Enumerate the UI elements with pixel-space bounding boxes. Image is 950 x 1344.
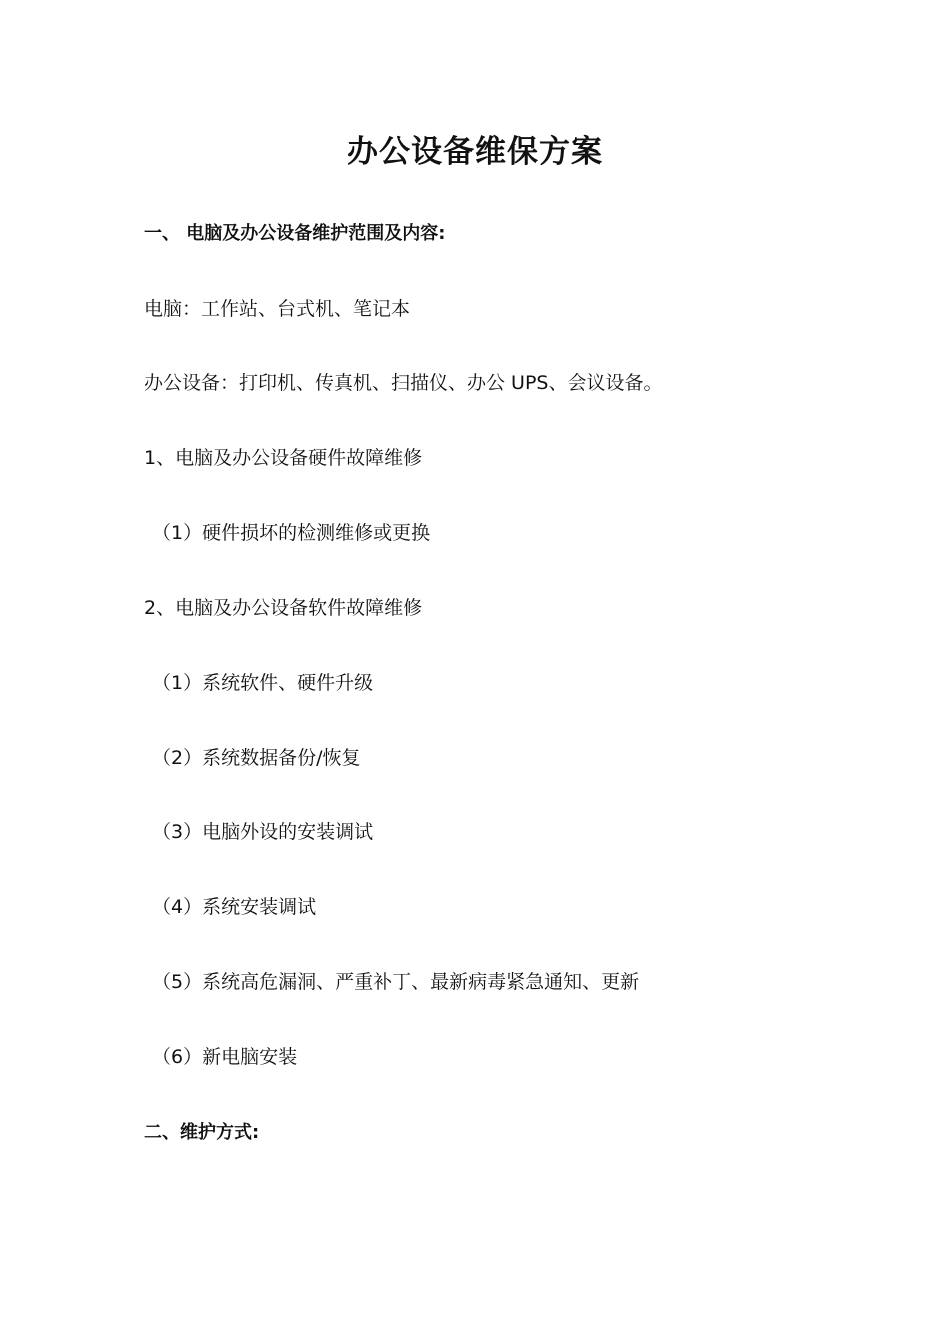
document-title: 办公设备维保方案 <box>347 134 603 170</box>
item-2-sub-6: （6）新电脑安装 <box>152 1046 298 1068</box>
item-2-software-repair: 2、电脑及办公设备软件故障维修 <box>144 597 423 619</box>
item-2-sub-1: （1）系统软件、硬件升级 <box>152 672 374 694</box>
section-1-heading: 一、 电脑及办公设备维护范围及内容: <box>144 223 446 244</box>
item-2-sub-4: （4）系统安装调试 <box>152 896 317 918</box>
computers-scope: 电脑：工作站、台式机、笔记本 <box>144 298 411 320</box>
item-2-sub-3: （3）电脑外设的安装调试 <box>152 821 374 843</box>
section-2-heading: 二、维护方式: <box>144 1122 260 1143</box>
item-2-sub-2: （2）系统数据备份/恢复 <box>152 747 361 769</box>
item-1-hardware-repair: 1、电脑及办公设备硬件故障维修 <box>144 447 423 469</box>
item-2-sub-5: （5）系统高危漏洞、严重补丁、最新病毒紧急通知、更新 <box>152 971 640 993</box>
item-1-sub-1: （1）硬件损坏的检测维修或更换 <box>152 522 431 544</box>
office-equipment-scope: 办公设备：打印机、传真机、扫描仪、办公 UPS、会议设备。 <box>144 372 663 394</box>
